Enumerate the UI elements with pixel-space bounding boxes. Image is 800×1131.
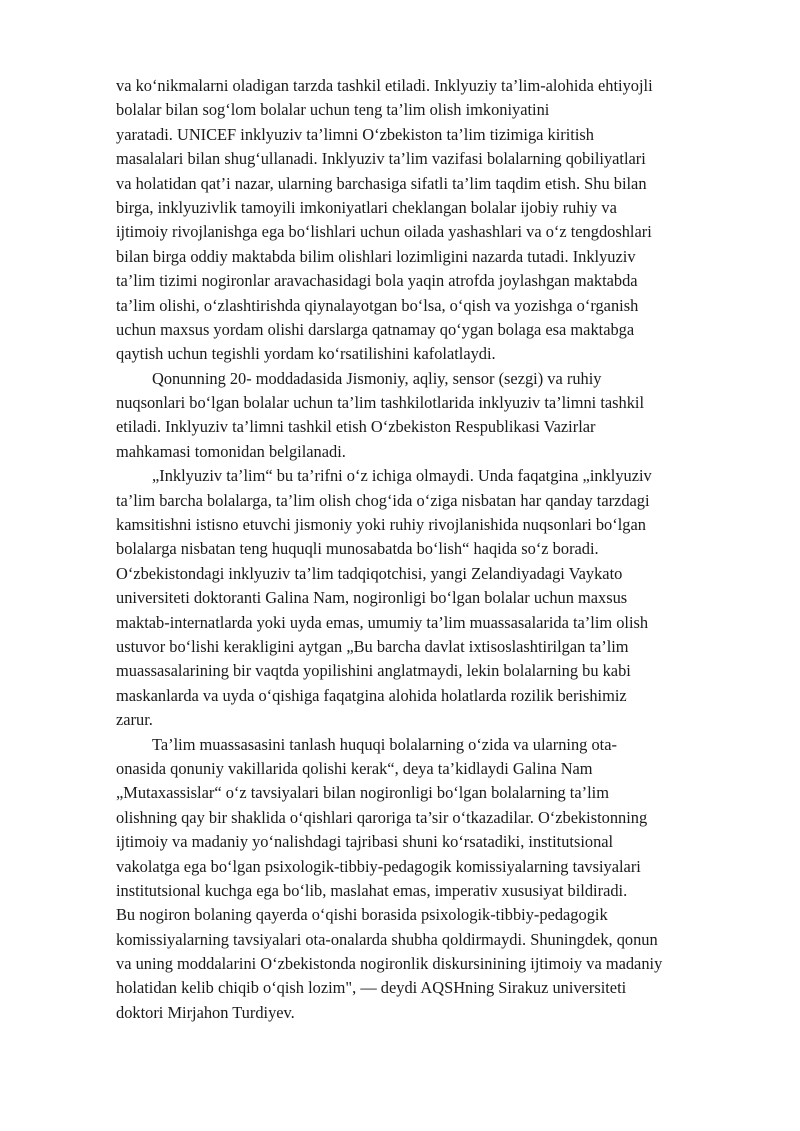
text-line: Ta’lim muassasasini tanlash huquqi bolalarning o‘zida va ularning ota- [152, 734, 617, 754]
text-line: masalalari bilan shug‘ullanadi. Inklyuziv ta’lim vazifasi bolalarning qobiliyatlari [116, 149, 646, 169]
text-line: uchun maxsus yordam olishi darslarga qatnamay qo‘ygan bolaga esa maktabga [116, 319, 635, 339]
text-line: va ko‘nikmalarni oladigan tarzda tashkil etiladi. Inklyuziy ta’lim-alohida ehtiyojli [116, 76, 653, 95]
text-line: maskanlarda va uyda o‘qishiga faqatgina alohida holatlarda rozilik berishimiz [116, 685, 627, 705]
text-line: bolalar bilan sog‘lom bolalar uchun teng ta’lim olish imkoniyatini [116, 100, 550, 120]
text-line: Bu nogiron bolaning qayerda o‘qishi borasida psixologik-tibbiy-pedagogik [116, 905, 608, 925]
text-line: universiteti doktoranti Galina Nam, nogironligi bo‘lgan bolalar uchun maxsus [116, 588, 628, 608]
text-line: maktab-internatlarda yoki uyda emas, umumiy ta’lim muassasalarida ta’lim olish [116, 612, 649, 632]
text-line: yaratadi. UNICEF inklyuziv ta’limni O‘zbekiston ta’lim tizimiga kiritish [116, 124, 594, 144]
text-line: vakolatga ega bo‘lgan psixologik-tibbiy-pedagogik komissiyalarning tavsiyalari [116, 856, 641, 876]
text-line: onasida qonuniy vakillarida qolishi kerak“, deya ta’kidlaydi Galina Nam [116, 758, 593, 778]
text-line: birga, inklyuzivlik tamoyili imkoniyatlari cheklangan bolalar ijobiy ruhiy va [116, 197, 617, 217]
text-line: nuqsonlari bo‘lgan bolalar uchun ta’lim tashkilotlarida inklyuziv ta’limni tashkil [116, 393, 645, 413]
text-line: ustuvor bo‘lishi kerakligini aytgan „Bu barcha davlat ixtisoslashtirilgan ta’lim [116, 636, 629, 656]
document-body [116, 74, 756, 1025]
text-line: zarur. [116, 710, 153, 730]
text-line: mahkamasi tomonidan belgilanadi. [116, 441, 346, 461]
text-line: doktori Mirjahon Turdiyev. [116, 1002, 295, 1022]
text-line: olishning qay bir shaklida o‘qishlari qaroriga ta’sir o‘tkazadilar. O‘zbekistonning [116, 807, 648, 827]
text-line: ta’lim tizimi nogironlar aravachasidagi bola yaqin atrofda joylashgan maktabda [116, 271, 638, 291]
text-line: O‘zbekistondagi inklyuziv ta’lim tadqiqotchisi, yangi Zelandiyadagi Vaykato [116, 563, 623, 583]
text-line: Qonunning 20- moddadasida Jismoniy, aqliy, sensor (sezgi) va ruhiy [152, 368, 602, 388]
text-line: institutsional kuchga ega bo‘lib, maslahat emas, imperativ xususiyat bildiradi. [116, 880, 628, 900]
text-line: bolalarga nisbatan teng huquqli munosabatda bo‘lish“ haqida so‘z boradi. [116, 539, 599, 559]
text-line: „Inklyuziv ta’lim“ bu ta’rifni o‘z ichiga olmaydi. Unda faqatgina „inklyuziv [152, 466, 652, 486]
text-line: ijtimoiy rivojlanishga ega bo‘lishlari uchun oilada yashashlari va o‘z tengdoshlari [116, 222, 652, 242]
text-line: holatidan kelib chiqib o‘qish lozim", — deydi AQSHning Sirakuz universiteti [116, 978, 627, 998]
text-line: ta’lim olishi, o‘zlashtirishda qiynalayotgan bo‘lsa, o‘qish va yozishga o‘rganish [116, 295, 639, 315]
text-line: komissiyalarning tavsiyalari ota-onalarda shubha qoldirmaydi. Shuningdek, qonun [116, 929, 658, 949]
text-line: va holatidan qat’i nazar, ularning barchasiga sifatli ta’lim taqdim etish. Shu bilan [116, 173, 647, 193]
text-line: ijtimoiy va madaniy yo‘nalishdagi tajribasi shuni ko‘rsatadiki, institutsional [116, 832, 614, 852]
text-line: etiladi. Inklyuziv ta’limni tashkil etish O‘zbekiston Respublikasi Vazirlar [116, 417, 596, 437]
text-line: kamsitishni istisno etuvchi jismoniy yoki ruhiy rivojlanishida nuqsonlari bo‘lgan [116, 515, 646, 535]
text-line: qaytish uchun tegishli yordam ko‘rsatilishini kafolatlaydi. [116, 344, 496, 364]
text-line: muassasalarining bir vaqtda yopilishini anglatmaydi, lekin bolalarning bu kabi [116, 661, 631, 681]
text-line: bilan birga oddiy maktabda bilim olishlari lozimligini nazarda tutadi. Inklyuziv [116, 246, 636, 266]
text-line: va uning moddalarini O‘zbekistonda nogironlik diskursinining ijtimoiy va madaniy [116, 954, 663, 974]
text-line: ta’lim barcha bolalarga, ta’lim olish chog‘ida o‘ziga nisbatan har qanday tarzdagi [116, 490, 650, 510]
text-line: „Mutaxassislar“ o‘z tavsiyalari bilan nogironligi bo‘lgan bolalarning ta’lim [116, 783, 609, 803]
